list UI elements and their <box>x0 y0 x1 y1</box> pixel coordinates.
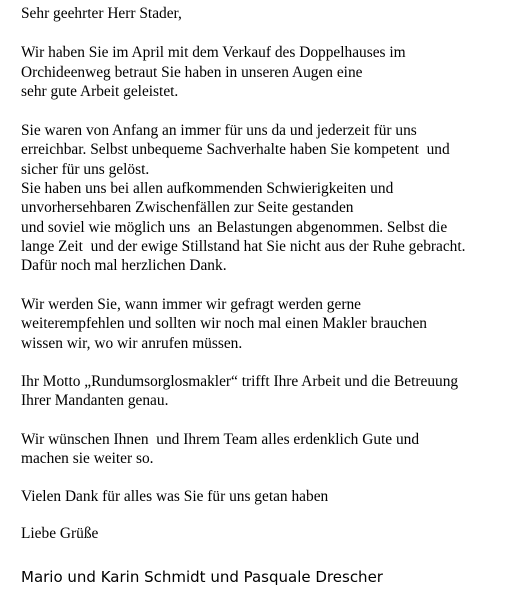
paragraph-4-line-1: Ihr Motto „Rundumsorglosmakler“ trifft Ihre Arbeit und die Betreuung <box>21 373 459 390</box>
paragraph-2-line-5: unvorhersehbaren Zwischenfällen zur Seite gestanden <box>21 199 354 216</box>
paragraph-2-line-4: Sie haben uns bei allen aufkommenden Schwierigkeiten und <box>21 180 394 197</box>
paragraph-3-line-3: wissen wir, wo wir anrufen müssen. <box>21 335 243 352</box>
paragraph-6: Vielen Dank für alles was Sie für uns getan haben <box>21 488 329 505</box>
paragraph-1-line-2: Orchideenweg betraut Sie haben in unseren Augen eine <box>21 64 363 81</box>
paragraph-3-line-2: weiterempfehlen und sollten wir noch mal einen Makler brauchen <box>21 315 427 332</box>
paragraph-2-line-6: und soviel wie möglich uns an Belastungen abgenommen. Selbst die <box>21 219 448 236</box>
paragraph-2-line-7: lange Zeit und der ewige Stillstand hat Sie nicht aus der Ruhe gebracht. <box>21 238 466 255</box>
signature: Mario und Karin Schmidt und Pasquale Drescher <box>21 568 383 586</box>
paragraph-4-line-2: Ihrer Mandanten genau. <box>21 392 169 409</box>
paragraph-2-line-2: erreichbar. Selbst unbequeme Sachverhalte haben Sie kompetent und <box>21 141 450 158</box>
paragraph-5-line-1: Wir wünschen Ihnen und Ihrem Team alles erdenklich Gute und <box>21 431 420 448</box>
paragraph-3-line-1: Wir werden Sie, wann immer wir gefragt werden gerne <box>21 296 361 313</box>
greeting: Sehr geehrter Herr Stader, <box>21 5 182 22</box>
paragraph-2-line-8: Dafür noch mal herzlichen Dank. <box>21 257 227 274</box>
paragraph-2-line-3: sicher für uns gelöst. <box>21 161 150 178</box>
paragraph-1-line-3: sehr gute Arbeit geleistet. <box>21 83 179 100</box>
paragraph-1-line-1: Wir haben Sie im April mit dem Verkauf des Doppelhauses im <box>21 44 406 61</box>
paragraph-2-line-1: Sie waren von Anfang an immer für uns da und jederzeit für uns <box>21 122 417 139</box>
closing: Liebe Grüße <box>21 525 99 542</box>
paragraph-5-line-2: machen sie weiter so. <box>21 450 154 467</box>
